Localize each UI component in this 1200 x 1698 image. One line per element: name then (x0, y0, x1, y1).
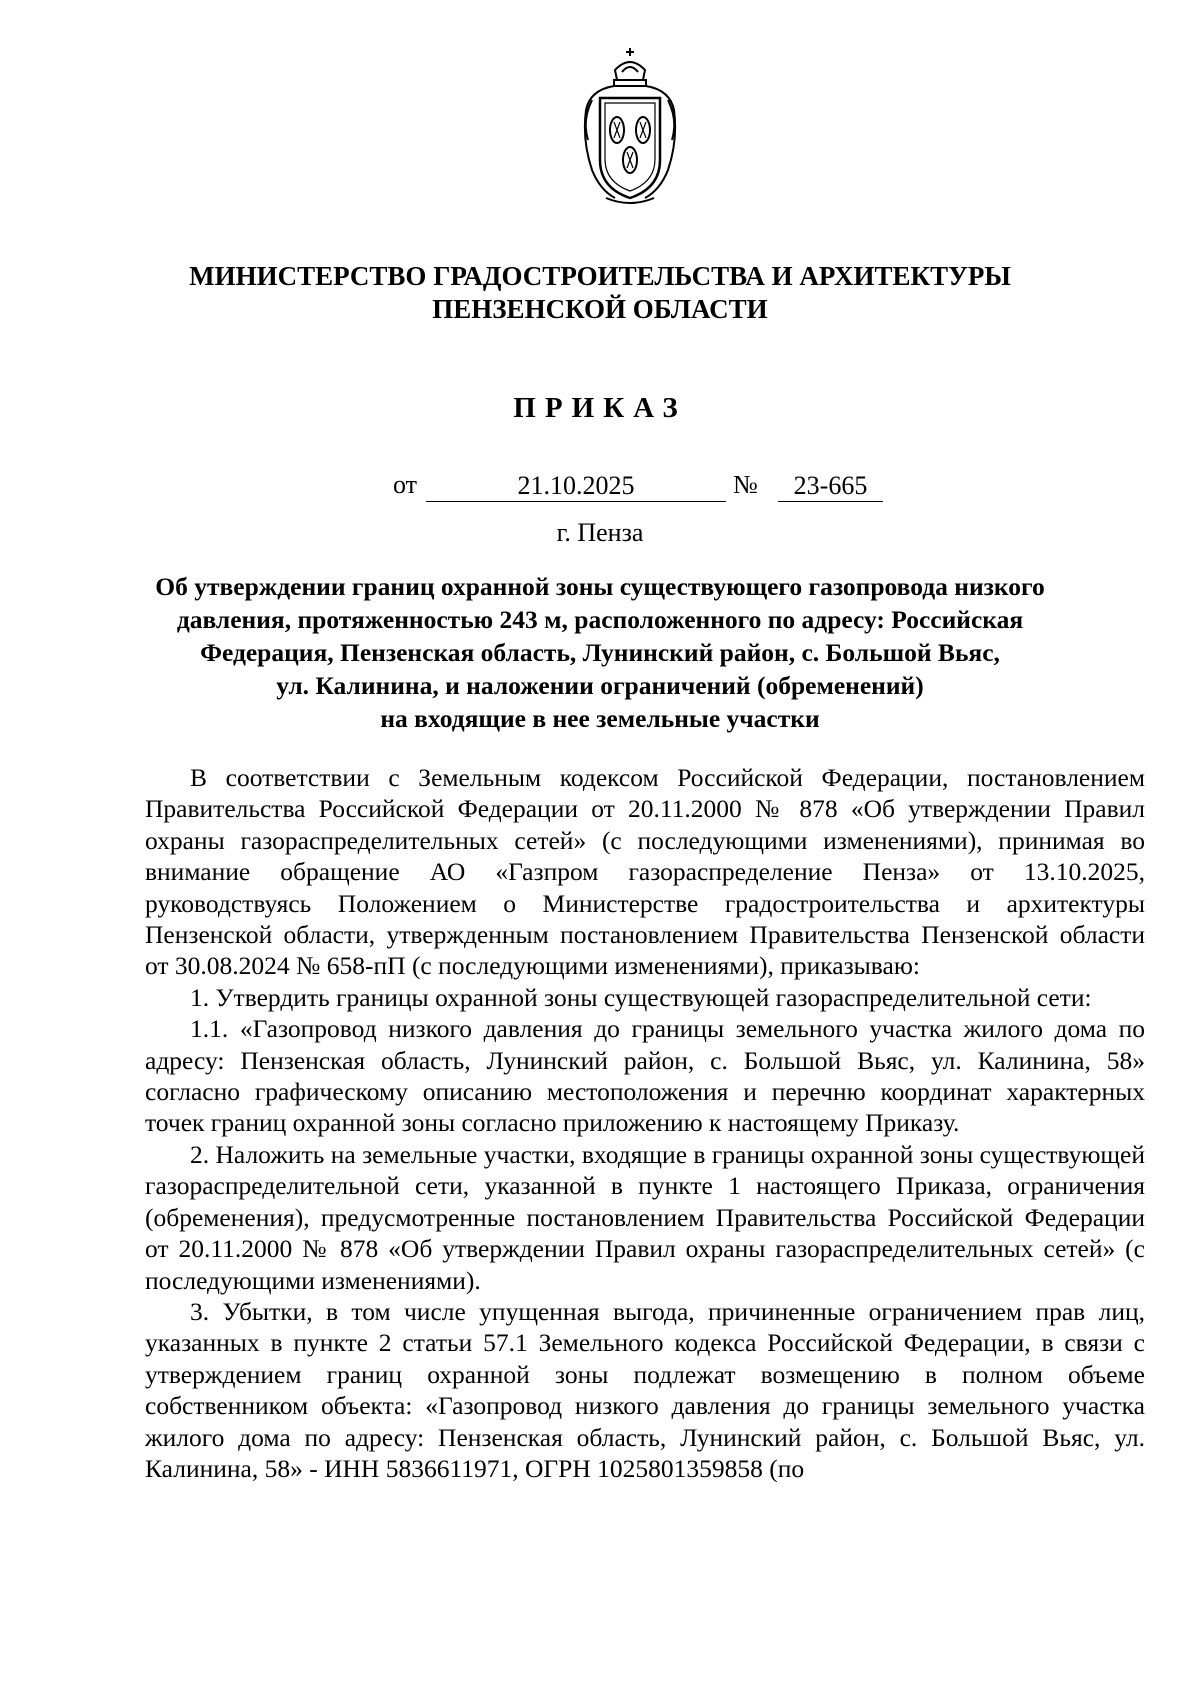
order-title: ПРИКАЗ (513, 392, 687, 424)
body-paragraph-2: 2. Наложить на земельные участки, входящие в границы охранной зоны существующей газораспределительной сети, указанной в пункте 1 настоящего Приказа, ограничения (обременения), предусмотренные постановлением Правительства Российской Федерации от 20.11.2000 № 878 «Об утверждении Правил охраны газораспределительных сетей» (с последующими изменениями). (145, 1139, 1145, 1295)
body-paragraph-1-1: 1.1. «Газопровод низкого давления до границы земельного участка жилого дома по адресу: Пензенская область, Лунинский район, с. Большой Вьяс, ул. Калинина, 58» согласно графическому описанию местоположения и перечню координат характерных точек границ охранной зоны согласно приложению к настоящему Приказу. (145, 1014, 1145, 1138)
order-subject (120, 570, 1080, 735)
subject-line2: давления, протяженностью 243 м, расположенного по адресу: Российская (176, 605, 1024, 634)
body-paragraph-3: 3. Убытки, в том числе упущенная выгода, причиненные ограничением прав лиц, указанных в пункте 2 статьи 57.1 Земельного кодекса Российской Федерации, в связи с утверждением границ охранной зоны подлежат возмещению в полном объеме собственником объекта: «Газопровод низкого давления до границы земельного участка жилого дома по адресу: Пензенская область, Лунинский район, с. Большой Вьяс, ул. Калинина, 58» - ИНН 5836611971, ОГРН 1025801359858 (по (145, 1296, 1145, 1483)
order-body (145, 762, 1145, 1484)
subject-line4: ул. Калинина, и наложении ограничений (обременений) (276, 671, 924, 700)
number-sign: № (733, 470, 758, 499)
subject-line5: на входящие в нее земельные участки (380, 704, 820, 733)
order-number: 23-665 (778, 470, 883, 502)
order-date: 21.10.2025 (426, 470, 726, 502)
ministry-name (100, 260, 1100, 326)
subject-line3: Федерация, Пензенская область, Лунинский район, с. Большой Вьяс, (200, 638, 1000, 667)
body-paragraph-preamble: В соответствии с Земельным кодексом Российской Федерации, постановлением Правительства Российской Федерации от 20.11.2000 № 878 «Об утверждении Правил охраны газораспределительных сетей» (с последующими изменениями), принимая во внимание обращение АО «Газпром газораспределение Пенза» от 13.10.2025, руководствуясь Положением о Министерстве градостроительства и архитектуры Пензенской области, утвержденным постановлением Правительства Пензенской области от 30.08.2024 № 658-пП (с последующими изменениями), приказываю: (145, 763, 1145, 981)
ministry-name-line1: МИНИСТЕРСТВО ГРАДОСТРОИТЕЛЬСТВА И АРХИТЕКТУРЫ (189, 261, 1011, 291)
coat-of-arms-icon (570, 40, 690, 210)
body-paragraph-1: 1. Утвердить границы охранной зоны существующей газораспределительной сети: (190, 982, 1092, 1012)
ministry-name-line2: ПЕНЗЕНСКОЙ ОБЛАСТИ (432, 294, 768, 324)
city: г. Пенза (556, 518, 644, 547)
subject-line1: Об утверждении границ охранной зоны существующего газопровода низкого (155, 572, 1045, 601)
date-prefix: от (393, 470, 418, 499)
